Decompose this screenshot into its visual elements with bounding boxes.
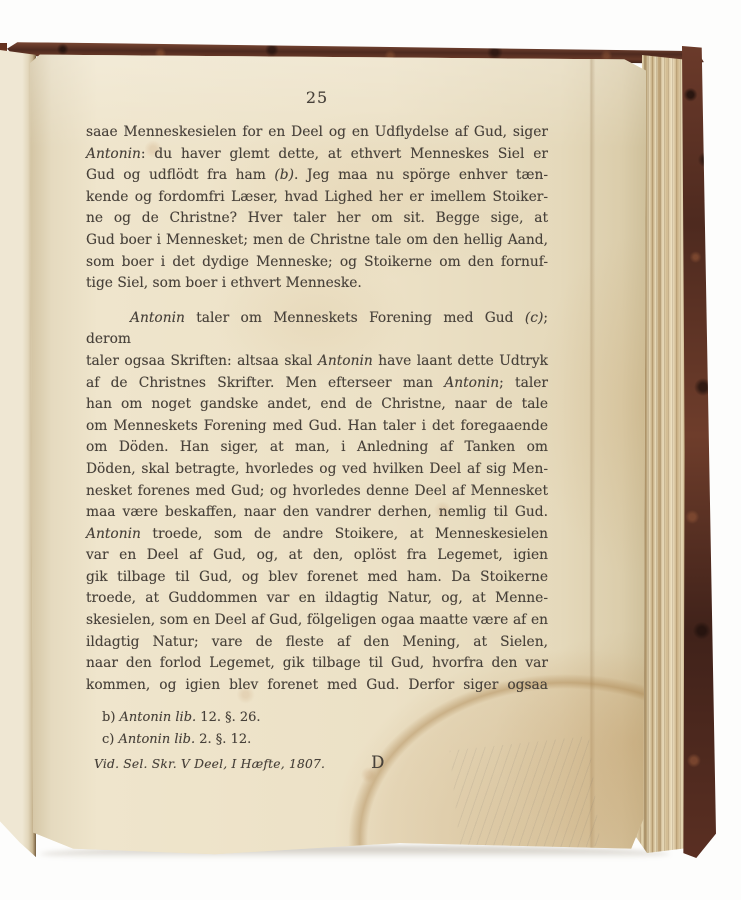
text-line: kommen, og igien blev forenet med Gud. Derfor siger ogsaa: [86, 676, 548, 693]
text-line: Gud og udflödt fra ham (b). Jeg maa nu spörge enhver tæn-: [86, 167, 548, 184]
text-line: ne og de Christne? Hver taler her om sit. Begge sige, at: [86, 210, 548, 227]
text-line: var en Deel af Gud, og, at den, oplöst fra Legemet, igien: [86, 547, 548, 564]
text-line: tige Siel, som boer i ethvert Menneske.: [86, 275, 362, 292]
text-line: Gud boer i Mennesket; men de Christne tale om den hellig Aand,: [86, 231, 548, 248]
text-line: om Döden. Han siger, at man, i Anledning af Tanken om: [86, 439, 548, 456]
text-line: af de Christnes Skrifter. Men efterseer man Antonin; taler: [86, 374, 548, 391]
text-line: Antonin: du haver glemt dette, at ethvert Menneskes Siel er: [86, 145, 548, 162]
text-block: [86, 88, 548, 772]
cover-board-right: [682, 46, 716, 858]
text-line: b) Antonin lib. 12. §. 26.: [102, 710, 261, 726]
text-line: han om noget gandske andet, end de Christne, naar de tale: [86, 396, 548, 413]
text-line: nesket forenes med Gud; og hvorledes denne Deel af Mennesket: [86, 482, 548, 499]
text-line: gik tilbage til Gud, og blev forenet med ham. Da Stoikerne: [86, 568, 548, 585]
text-line: naar den forlod Legemet, gik tilbage til Gud, hvorfra den var: [86, 655, 548, 672]
text-line: Antonin troede, som de andre Stoikere, at Menneskesielen: [86, 525, 548, 542]
paragraph-2: [86, 308, 548, 697]
text-line: saae Menneskesielen for en Deel og en Udflydelse af Gud, siger: [86, 124, 548, 140]
text-line: kende og fordomfri Læser, hvad Lighed her er imellem Stoiker-: [86, 188, 548, 205]
text-line: om Menneskets Forening med Gud. Han taler i det foregaaende: [86, 417, 548, 434]
footnotes: [86, 707, 548, 750]
text-line: maa være beskaffen, naar den vandrer derhen, nemlig til Gud.: [86, 504, 548, 521]
text-line: troede, at Guddommen var en ildagtig Natur, og, at Menne-: [86, 590, 548, 607]
text-line: som boer i det dydige Menneske; og Stoikerne om den fornuf-: [86, 253, 548, 270]
text-line: skesielen, som en Deel af Gud, fölgeligen ogaa maatte være af en: [86, 612, 548, 629]
signature-mark: D: [371, 753, 385, 773]
text-line: Antonin taler om Menneskets Forening med Gud (c); derom: [86, 309, 548, 348]
text-line: taler ogsaa Skriften: altsaa skal Antonin have laant dette Udtryk: [86, 352, 548, 369]
page-number: 25: [305, 88, 329, 107]
imprint-row: [86, 753, 548, 772]
text-line: ildagtig Natur; vare de fleste af den Mening, at Sielen,: [86, 633, 548, 650]
paragraph-1: [86, 122, 548, 295]
imprint: Vid. Sel. Skr. V Deel, I Hæfte, 1807.: [94, 757, 326, 772]
text-line: c) Antonin lib. 2. §. 12.: [102, 731, 252, 747]
text-line: Döden, skal betragte, hvorledes og ved hvilken Deel af sig Men-: [86, 460, 548, 477]
